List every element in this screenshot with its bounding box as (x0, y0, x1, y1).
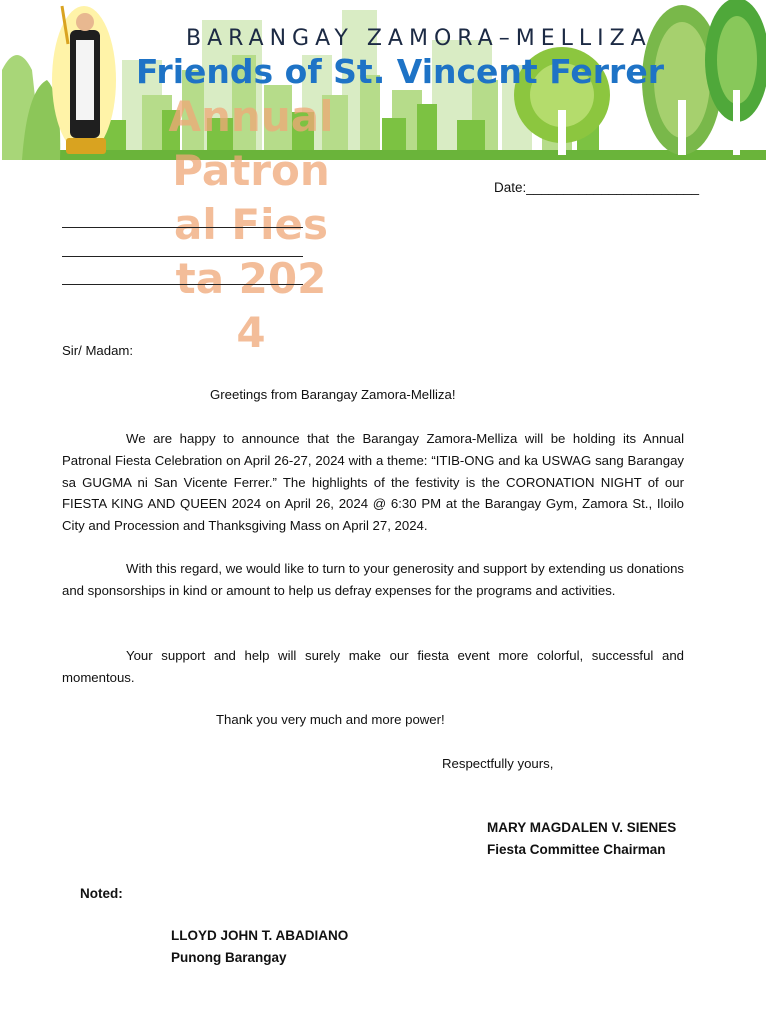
saint-statue-image (52, 6, 116, 154)
closing-line: Respectfully yours, (442, 756, 554, 771)
recipient-line-1 (62, 227, 303, 228)
event-title-watermark: Annual Patronal Fiesta 2024 (168, 92, 334, 357)
noted-by-block (171, 925, 348, 969)
noted-by-title: Punong Barangay (171, 950, 287, 965)
salutation: Sir/ Madam: (62, 343, 134, 358)
organization-name: Friends of St. Vincent Ferrer (136, 52, 664, 91)
signatory-block (487, 817, 676, 861)
signatory-title: Fiesta Committee Chairman (487, 842, 666, 857)
recipient-line-2 (62, 256, 303, 257)
paragraph-support: Your support and help will surely make our fiesta event more colorful, successful and momentous. (62, 648, 684, 685)
paragraph-announcement: We are happy to announce that the Barangay Zamora-Melliza will be holding its Annual Patronal Fiesta Celebration on April 26-27, 2024 with a theme: “ITIB-ONG and ka USWAG sang Barangay sa GUGMA ni San Vicente Ferrer.” The highlights of the festivity is the CORONATION NIGHT of our FIESTA KING AND QUEEN 2024 on April 26, 2024 @ 6:30 PM at the Barangay Gym, Zamora St., Iloilo City and Procession and Thanksgiving Mass on April 27, 2024. (62, 431, 684, 534)
recipient-line-3 (62, 284, 303, 285)
greeting: Greetings from Barangay Zamora-Melliza! (210, 387, 456, 402)
date-field: Date:_______________________ (494, 180, 699, 195)
noted-by-name: LLOYD JOHN T. ABADIANO (171, 928, 349, 943)
thank-you-line: Thank you very much and more power! (216, 712, 445, 727)
paragraph-request: With this regard, we would like to turn to your generosity and support by extending us donations and sponsorships in kind or amount to help us defray expenses for the programs and activities. (62, 561, 684, 598)
noted-label: Noted: (80, 886, 123, 901)
signatory-name: MARY MAGDALEN V. SIENES (487, 820, 677, 835)
barangay-name: BARANGAY ZAMORA–MELLIZA (186, 26, 652, 51)
